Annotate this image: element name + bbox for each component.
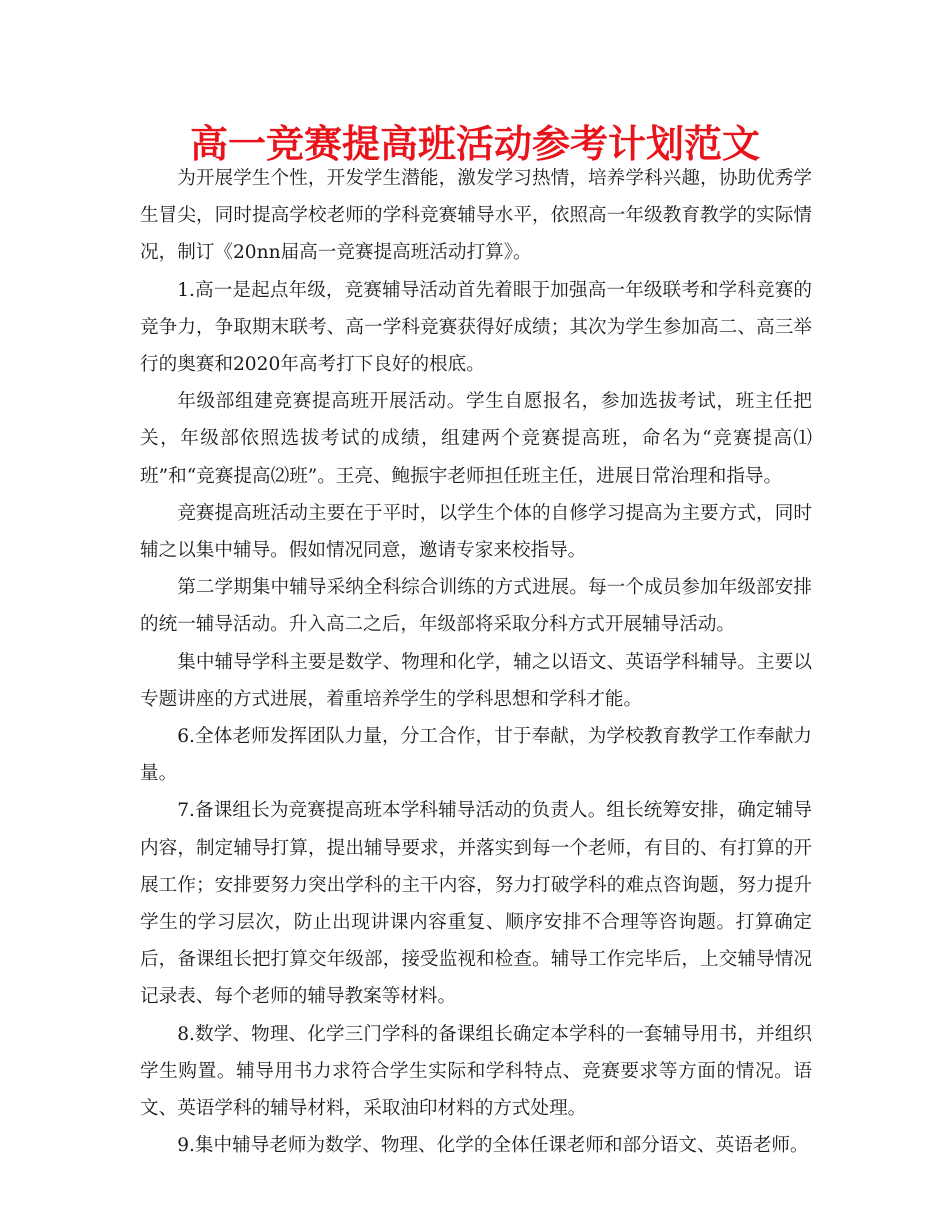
paragraph-second-semester: 第二学期集中辅导采纳全科综合训练的方式进展。每一个成员参加年级部安排的统一辅导活动。升入高二之后，年级部将采取分科方式开展辅导活动。: [140, 577, 812, 636]
document-title: 高一竞赛提高班活动参考计划范文: [189, 122, 760, 166]
paragraph-9: 9.集中辅导老师为数学、物理、化学的全体任课老师和部分语文、英语老师。: [177, 1135, 809, 1157]
paragraph-subjects: 集中辅导学科主要是数学、物理和化学，辅之以语文、英语学科辅导。主要以专题讲座的方式进展，着重培养学生的学科思想和学科才能。: [140, 651, 812, 710]
paragraph-7: 7.备课组长为竞赛提高班本学科辅导活动的负责人。组长统筹安排，确定辅导内容，制定辅导打算，提出辅导要求，并落实到每一个老师，有目的、有打算的开展工作；安排要努力突出学科的主干内容，努力打破学科的难点咨询题，努力提升学生的学习层次，防止出现讲课内容重复、顺序安排不合理等咨询题。打算确定后，备课组长把打算交年级部，接受监视和检查。辅导工作完毕后，上交辅导情况记录表、每个老师的辅导教案等材料。: [140, 800, 812, 1008]
paragraph-activity-mode: 竞赛提高班活动主要在于平时，以学生个体的自修学习提高为主要方式，同时辅之以集中辅导。假如情况同意，邀请专家来校指导。: [140, 502, 812, 562]
paragraph-grade-department: 年级部组建竞赛提高班开展活动。学生自愿报名，参加选拔考试，班主任把关，年级部依照选拔考试的成绩，组建两个竞赛提高班，命名为“竞赛提高⑴班”和“竞赛提高⑵班”。王亮、鲍振宇老师担任班主任，进展日常治理和指导。: [140, 391, 812, 487]
paragraph-6: 6.全体老师发挥团队力量，分工合作，甘于奉献，为学校教育教学工作奉献力量。: [140, 726, 812, 785]
paragraph-1: 1.高一是起点年级，竞赛辅导活动首先着眼于加强高一年级联考和学科竞赛的竞争力，争取期末联考、高一学科竞赛获得好成绩；其次为学生参加高二、高三举行的奥赛和2020年高考打下良好的根底。: [140, 279, 812, 376]
paragraph-intro: 为开展学生个性，开发学生潜能，激发学习热情，培养学科兴趣，协助优秀学生冒尖，同时提高学校老师的学科竞赛辅导水平，依照高一年级教育教学的实际情况，制订《20nn届高一竞赛提高班活动打算》。: [140, 168, 812, 264]
document-body: [140, 160, 812, 1164]
paragraph-8: 8.数学、物理、化学三门学科的备课组长确定本学科的一套辅导用书，并组织学生购置。辅导用书力求符合学生实际和学科特点、竞赛要求等方面的情况。语文、英语学科的辅导材料，采取油印材料的方式处理。: [140, 1023, 812, 1120]
